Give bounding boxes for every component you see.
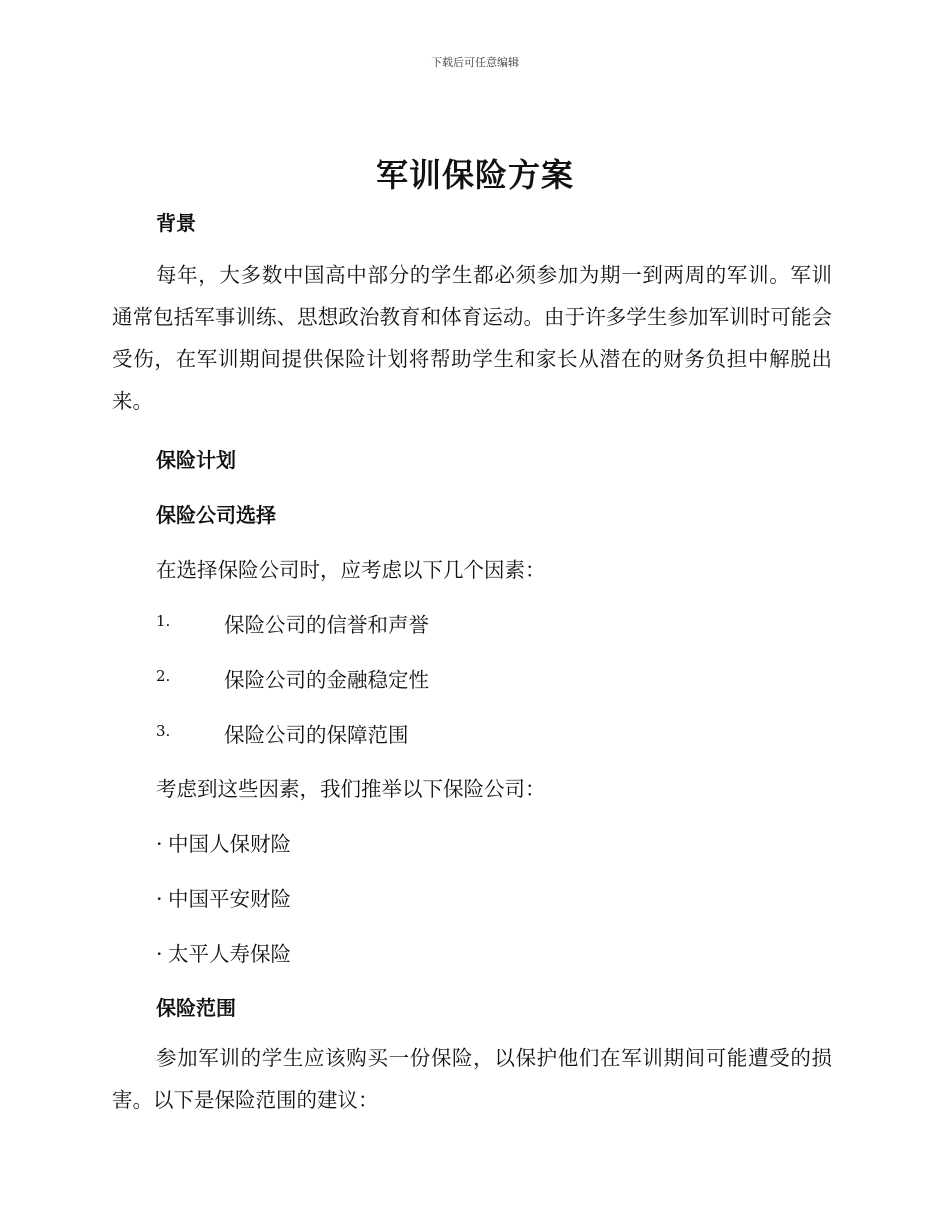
factor-number: 1. [156, 612, 171, 630]
bullet-icon: · [156, 887, 163, 911]
list-item [156, 827, 291, 857]
factor-item: 保险公司的信誉和声誉 [224, 613, 429, 637]
heading-background: 背景 [156, 211, 196, 235]
company-name: 中国人保财险 [168, 832, 291, 856]
bullet-icon: · [156, 942, 163, 966]
factor-item: 保险公司的保障范围 [224, 723, 409, 747]
header-note: 下载后可任意编辑 [431, 56, 519, 69]
document-title: 军训保险方案 [375, 156, 574, 194]
company-name: 中国平安财险 [168, 887, 291, 911]
list-item [156, 882, 291, 912]
company-name: 太平人寿保险 [168, 942, 291, 966]
heading-coverage: 保险范围 [156, 996, 236, 1020]
background-paragraph: 每年，大多数中国高中部分的学生都必须参加为期一到两周的军训。军训通常包括军事训练、思想政治教育和体育运动。由于许多学生参加军训时可能会受伤，在军训期间提供保险计划将帮助学生和家长从潜在的财务负担中解脱出来。 [112, 263, 832, 413]
coverage-paragraph: 参加军训的学生应该购买一份保险，以保护他们在军训期间可能遭受的损害。以下是保险范围的建议： [112, 1046, 832, 1112]
heading-company-selection: 保险公司选择 [156, 503, 276, 527]
company-intro-text: 在选择保险公司时，应考虑以下几个因素： [156, 558, 546, 582]
factor-number: 3. [156, 722, 171, 740]
list-item [156, 937, 291, 967]
heading-insurance-plan: 保险计划 [156, 448, 236, 472]
factor-number: 2. [156, 667, 171, 685]
bullet-icon: · [156, 832, 163, 856]
factor-item: 保险公司的金融稳定性 [224, 668, 429, 692]
recommend-intro-text: 考虑到这些因素，我们推举以下保险公司： [156, 777, 546, 801]
